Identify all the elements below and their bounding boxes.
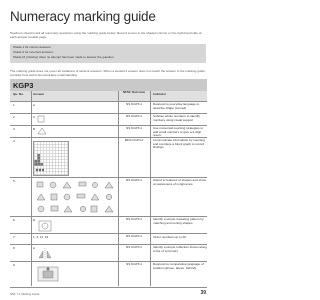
outcome: NS KGP3.1: [126, 102, 142, 106]
indicator: Communicate information by counting and complete a block graph to record findings: [153, 138, 205, 150]
answer: A: [33, 246, 36, 250]
table-band: [10, 79, 207, 91]
table-header: [10, 91, 207, 101]
reflection-figure-icon: [37, 248, 53, 260]
question-number: 8: [13, 246, 15, 250]
indicator: Respond to comparative language of position (above, above, behind): [153, 262, 204, 270]
table-row: [10, 261, 207, 288]
answer: 1, 4, 11, 19: [33, 235, 49, 239]
shading-instructions-box: [10, 44, 206, 63]
question-number: 4: [13, 139, 15, 143]
intro-text: Teachers should mark all numeracy questions using the marking guide below. Record scores in the shaded column on the right-hand side of each answer booklet page.: [10, 31, 202, 40]
page-number: 39: [200, 290, 206, 296]
indicator: Subitise whole numbers to identify numbers using visual support: [153, 114, 200, 122]
question-number: 3: [13, 127, 15, 131]
question-number: 7: [13, 235, 15, 239]
header-indicator: Indicator: [153, 91, 167, 96]
shade-instruction-1: Shade 1 for correct answers.: [13, 45, 52, 49]
marking-note: The marking guide does not cover all variations of student answers. When a student's answer does not match the answer in the marking guide, consider how well it demonstrates understanding.: [10, 69, 206, 78]
indicator: Attend to features of shapes and show an awareness of congruence: [153, 178, 206, 186]
page-title: Numeracy marking guide: [10, 9, 156, 24]
indicator: Identify a simple reflection shown along a line of symmetry: [153, 245, 207, 253]
question-number: 9: [13, 263, 15, 267]
answer: D: [33, 218, 36, 222]
shade-instruction-0: Shade 0 for incorrect answers.: [13, 50, 54, 54]
band-label: KGP3: [13, 81, 34, 90]
answer: C: [33, 115, 36, 119]
shape-matching-figure: [33, 180, 117, 216]
outcome: NS KGP3.1: [126, 262, 142, 266]
outcome: NS KGP3.1: [126, 178, 142, 182]
block-graph-icons: [34, 142, 67, 174]
outcome: NS KGP3.1: [126, 245, 142, 249]
outcome: NS KGP3.1: [126, 217, 142, 221]
table-row: [10, 244, 207, 262]
table-row: [10, 177, 207, 217]
outcome: NS KGP3.1: [126, 234, 142, 238]
answer-figure-icon: [37, 115, 45, 123]
header-outcome: NFSF Outcome: [122, 90, 146, 95]
table-row: [10, 216, 207, 234]
footer-label: NNF 7.1 Marking Guide: [10, 292, 40, 296]
question-number: 6: [13, 218, 15, 222]
indicator: Order numbers up to 20: [153, 235, 186, 239]
outcome: MDS KGP3.2: [124, 138, 144, 142]
indicator: Use numerical counting strategies to add small numbers to give a 2-digit result: [153, 126, 204, 138]
indicator: Identify a simple repeating pattern by matching and sorting shapes: [153, 217, 204, 225]
question-number: 5: [13, 179, 15, 183]
outcome: NS KGP3.1: [126, 114, 142, 118]
indicator: Respond to everyday language to describe shape (curved): [153, 102, 200, 110]
question-number: 1: [13, 103, 15, 107]
table-row: [10, 137, 207, 178]
header-answer: Answer: [33, 91, 45, 96]
pattern-figure-icon: [38, 220, 52, 232]
answer: B: [33, 127, 36, 131]
question-number: 2: [13, 115, 15, 119]
header-question-number: Qu. No.: [13, 91, 24, 96]
marking-table: [10, 79, 207, 286]
position-figure-icon: [34, 265, 64, 285]
answer-figure-icon: [37, 127, 47, 135]
answer: A: [33, 103, 36, 107]
shade-instruction-m: Shade M (missing) when no attempt has been made to answer the question.: [13, 55, 115, 59]
outcome: NS KGP3.1: [126, 126, 142, 130]
